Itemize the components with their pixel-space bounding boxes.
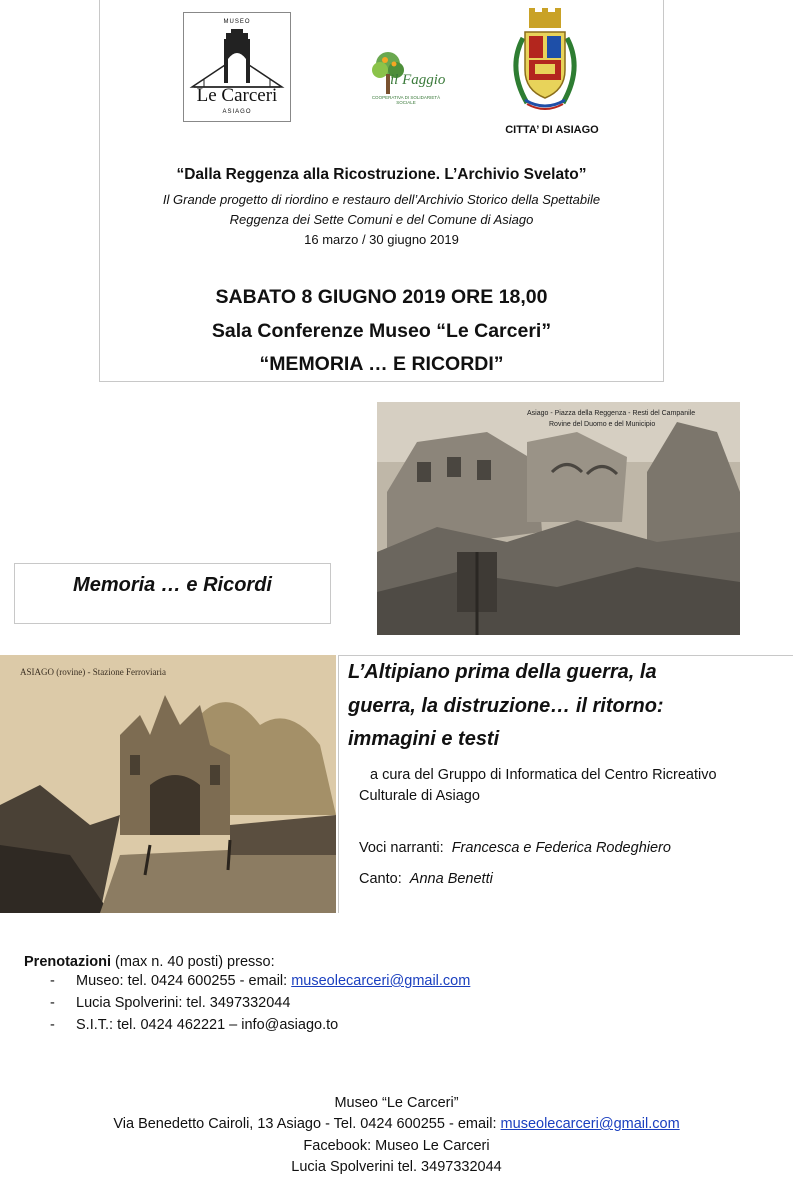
curated-line-2: Culturale di Asiago — [359, 788, 480, 804]
logo-museo-top: MUSEO — [223, 19, 251, 25]
exhibition-dates: 16 marzo / 30 giugno 2019 — [304, 232, 459, 247]
footer-address-text: Via Benedetto Cairoli, 13 Asiago - Tel. 0424 600255 - email: — [113, 1116, 501, 1132]
curated-line-1: a cura del Gruppo di Informatica del Centro Ricreativo — [370, 767, 717, 783]
exhibition-title: “Dalla Reggenza alla Ricostruzione. L’Archivio Svelato” — [176, 166, 587, 183]
piazza-caption-1: Asiago - Piazza della Reggenza - Resti del Campanile — [527, 410, 696, 417]
booking-item-lucia: - Lucia Spolverini: tel. 3497332044 — [50, 995, 291, 1011]
footer-phone: Lucia Spolverini tel. 3497332044 — [291, 1159, 502, 1175]
bookings-detail: (max n. 40 posti) presso: — [111, 954, 275, 970]
booking-item-sit: - S.I.T.: tel. 0424 462221 – info@asiago.to — [50, 1017, 339, 1033]
bookings-heading — [24, 954, 275, 970]
logo-museo-name: Le Carceri — [196, 85, 278, 106]
program-title-line-3: immagini e testi — [348, 728, 500, 750]
song-label: Canto: — [359, 871, 402, 887]
footer-facebook: Facebook: Museo Le Carceri — [303, 1138, 490, 1154]
exhibition-subtitle-1: Il Grande progetto di riordino e restauro dell’Archivio Storico della Spettabile — [162, 192, 601, 207]
city-label: CITTA’ DI ASIAGO — [505, 124, 599, 136]
station-caption: ASIAGO (rovine) - Stazione Ferroviaria — [20, 667, 166, 677]
booking-item-text: Museo: tel. 0424 600255 - email: — [76, 973, 292, 989]
booking-item-museo: - Museo: tel. 0424 600255 - email: museolecarceri@gmail.com — [50, 973, 471, 989]
piazza-ruins-photo — [377, 402, 740, 635]
song-line — [359, 871, 493, 887]
logo-museo-bottom: ASIAGO — [222, 109, 252, 115]
footer-email-link[interactable]: museolecarceri@gmail.com — [500, 1116, 680, 1132]
bookings-label: Prenotazioni — [24, 954, 112, 970]
voices-names: Francesca e Federica Rodeghiero — [451, 840, 671, 856]
program-title-line-2: guerra, la distruzione… il ritorno: — [348, 695, 664, 717]
voices-line — [359, 840, 671, 856]
booking-email-link[interactable]: museolecarceri@gmail.com — [291, 973, 471, 989]
museo-le-carceri-logo — [183, 12, 291, 122]
footer-address — [0, 1116, 793, 1132]
asiago-coat-of-arms-icon — [505, 8, 585, 118]
event-title: “MEMORIA … E RICORDI” — [259, 353, 504, 375]
song-name: Anna Benetti — [409, 871, 493, 887]
booking-item-text: Lucia Spolverini: tel. 3497332044 — [76, 995, 291, 1011]
memoria-label: Memoria … e Ricordi — [73, 574, 272, 596]
station-ruins-photo — [0, 655, 336, 913]
event-venue: Sala Conferenze Museo “Le Carceri” — [211, 320, 552, 342]
logo-faggio-subtitle: COOPERATIVA DI SOLIDARIETÀ SOCIALE — [371, 95, 441, 105]
exhibition-subtitle-2: Reggenza dei Sette Comuni e del Comune di Asiago — [229, 212, 534, 227]
il-faggio-logo — [366, 50, 446, 108]
footer-museum-name: Museo “Le Carceri” — [334, 1095, 459, 1111]
event-date: SABATO 8 GIUGNO 2019 ORE 18,00 — [215, 286, 548, 308]
piazza-caption-2: Rovine del Duomo e del Municipio — [549, 421, 656, 428]
logo-faggio-name: il Faggio — [390, 72, 446, 88]
booking-item-text: S.I.T.: tel. 0424 462221 – info@asiago.to — [76, 1017, 339, 1033]
voices-label: Voci narranti: — [359, 840, 444, 856]
program-title-line-1: L’Altipiano prima della guerra, la — [348, 661, 657, 683]
